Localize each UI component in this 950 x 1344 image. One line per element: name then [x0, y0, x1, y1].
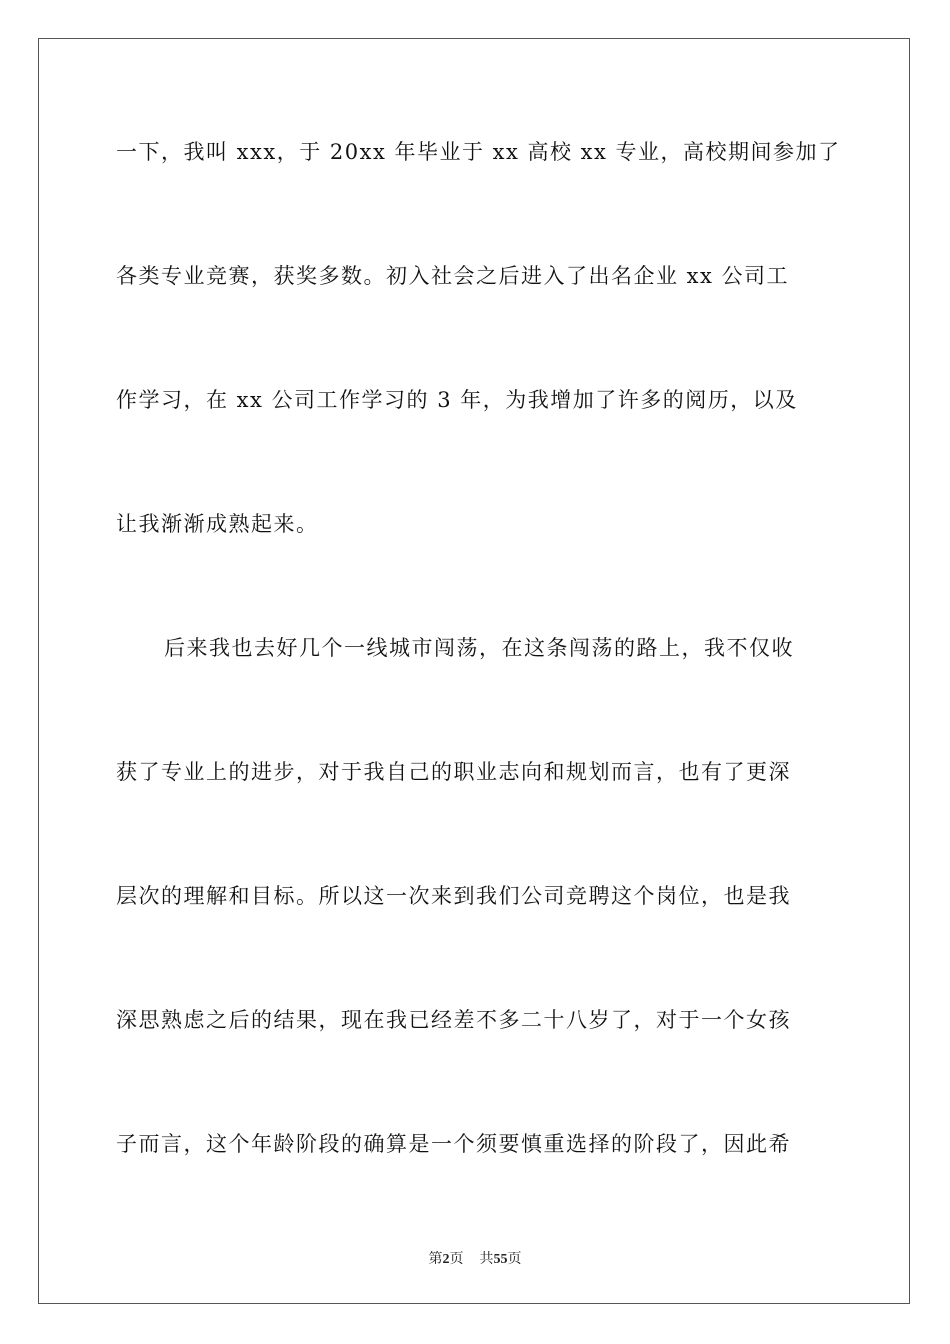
page-border [38, 38, 910, 1304]
page-footer [0, 1248, 950, 1268]
text-line-7: 层次的理解和目标。所以这一次来到我们公司竞聘这个岗位，也是我 [116, 884, 791, 908]
footer-page-prefix: 第 [428, 1251, 443, 1267]
text-line-1: 一下，我叫 xxx，于 20xx 年毕业于 xx 高校 xx 专业，高校期间参加了 [116, 140, 841, 164]
text-line-9: 子而言，这个年龄阶段的确算是一个须要慎重选择的阶段了，因此希 [116, 1132, 791, 1156]
text-line-4: 让我渐渐成熟起来。 [116, 512, 319, 536]
footer-page-number: 2 [442, 1252, 450, 1267]
text-line-6: 获了专业上的进步，对于我自己的职业志向和规划而言，也有了更深 [116, 760, 791, 784]
footer-total-prefix: 共 [479, 1251, 494, 1267]
text-line-3: 作学习，在 xx 公司工作学习的 3 年，为我增加了许多的阅历，以及 [116, 388, 798, 412]
text-line-8: 深思熟虑之后的结果，现在我已经差不多二十八岁了，对于一个女孩 [116, 1008, 791, 1032]
footer-total-number: 55 [493, 1252, 508, 1267]
footer-total-suffix: 页 [507, 1251, 522, 1267]
text-line-2: 各类专业竞赛，获奖多数。初入社会之后进入了出名企业 xx 公司工 [116, 264, 790, 288]
text-line-5-indented: 后来我也去好几个一线城市闯荡，在这条闯荡的路上，我不仅收 [164, 636, 794, 660]
footer-page-suffix: 页 [449, 1251, 464, 1267]
